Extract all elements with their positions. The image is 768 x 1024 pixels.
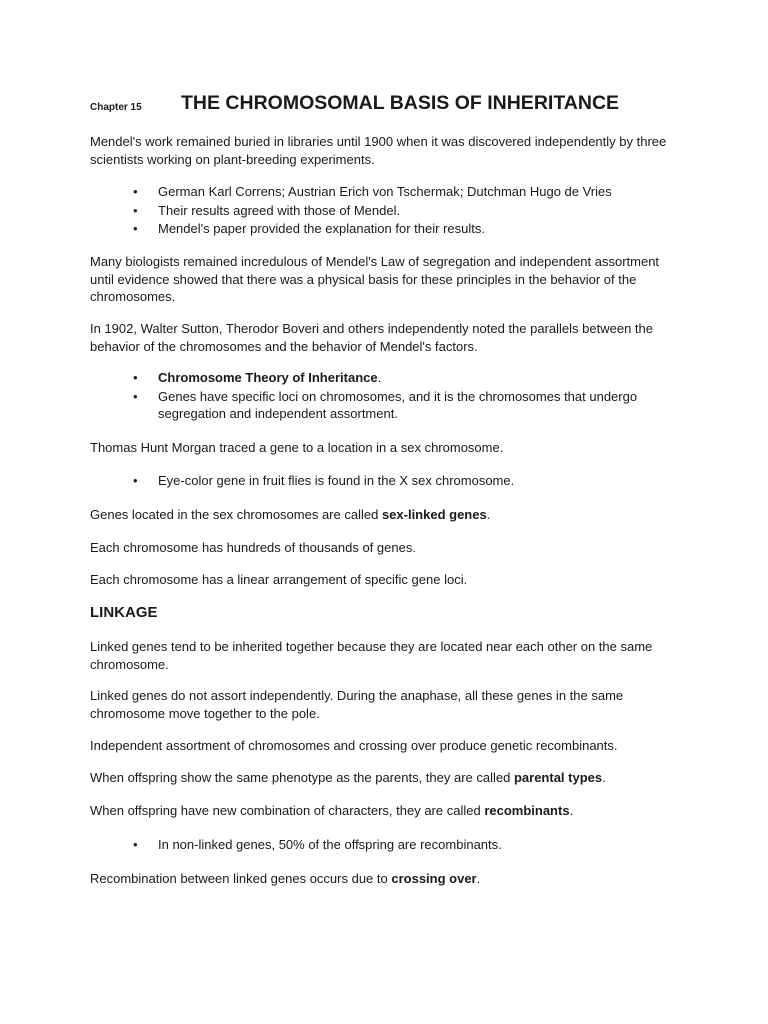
punctuation: .	[377, 370, 382, 385]
term-crossing-over: crossing over	[391, 871, 477, 886]
text-span: Recombination between linked genes occurs due to	[90, 871, 392, 886]
paragraph-parental-types	[90, 769, 680, 787]
chapter-label: Chapter 15	[90, 102, 142, 113]
punctuation: .	[486, 507, 491, 522]
paragraph-mendel-rediscovery: Mendel's work remained buried in libraries until 1900 when it was discovered independently by three scientists working on plant-breeding experiments.	[90, 134, 667, 167]
paragraph-sutton-boveri: In 1902, Walter Sutton, Therodor Boveri and others independently noted the parallels between the behavior of the chromosomes and the behavior of Mendel's factors.	[90, 321, 653, 354]
paragraph-linear-arrangement: Each chromosome has a linear arrangement of specific gene loci.	[90, 572, 468, 587]
punctuation: .	[602, 770, 606, 785]
bullet-list-scientists	[90, 183, 700, 239]
paragraph-independent-assortment: Independent assortment of chromosomes and crossing over produce genetic recombinants.	[90, 738, 618, 753]
list-item: • Mendel's paper provided the explanation for their results.	[90, 220, 700, 238]
punctuation: .	[476, 871, 481, 886]
list-item	[90, 369, 700, 387]
page-title: THE CHROMOSOMAL BASIS OF INHERITANCE	[181, 92, 620, 114]
list-item: • Eye-color gene in fruit flies is found in the X sex chromosome.	[90, 472, 700, 490]
list-item: • Genes have specific loci on chromosomes, and it is the chromosomes that undergo segregation and independent assortment.	[90, 388, 700, 423]
text-span: Genes located in the sex chromosomes are called	[90, 507, 382, 522]
text-span: When offspring have new combination of characters, they are called	[90, 803, 485, 818]
paragraph-morgan: Thomas Hunt Morgan traced a gene to a location in a sex chromosome.	[90, 440, 504, 455]
paragraph-linked-genes: Linked genes tend to be inherited together because they are located near each other on the same chromosome.	[90, 639, 653, 672]
section-heading-linkage: LINKAGE	[90, 604, 158, 621]
paragraph-crossing-over	[90, 870, 680, 888]
list-item: • In non-linked genes, 50% of the offspring are recombinants.	[90, 836, 700, 854]
term-sex-linked-genes: sex-linked genes	[381, 507, 487, 522]
bullet-list-non-linked	[90, 836, 700, 855]
term-parental-types: parental types	[513, 770, 603, 785]
bullet-list-eye-color	[90, 472, 700, 491]
term-recombinants: recombinants	[484, 803, 570, 818]
list-item: • Their results agreed with those of Mendel.	[90, 202, 700, 220]
paragraph-incredulous: Many biologists remained incredulous of Mendel's Law of segregation and independent assortment until evidence showed that there was a physical basis for these principles in the behavior of the chromosomes.	[90, 254, 660, 304]
paragraph-anaphase: Linked genes do not assort independently. During the anaphase, all these genes in the same chromosome move together to the pole.	[90, 688, 624, 721]
paragraph-hundreds-genes: Each chromosome has hundreds of thousands of genes.	[90, 540, 416, 555]
paragraph-sex-linked	[90, 506, 680, 524]
paragraph-recombinants	[90, 802, 680, 820]
list-item: • German Karl Correns; Austrian Erich von Tschermak; Dutchman Hugo de Vries	[90, 183, 700, 201]
bullet-list-theory	[90, 369, 700, 424]
text-span: When offspring show the same phenotype as the parents, they are called	[90, 770, 514, 785]
punctuation: .	[569, 803, 574, 818]
term-chromosome-theory: Chromosome Theory of Inheritance	[158, 370, 378, 385]
page-header	[90, 92, 730, 122]
